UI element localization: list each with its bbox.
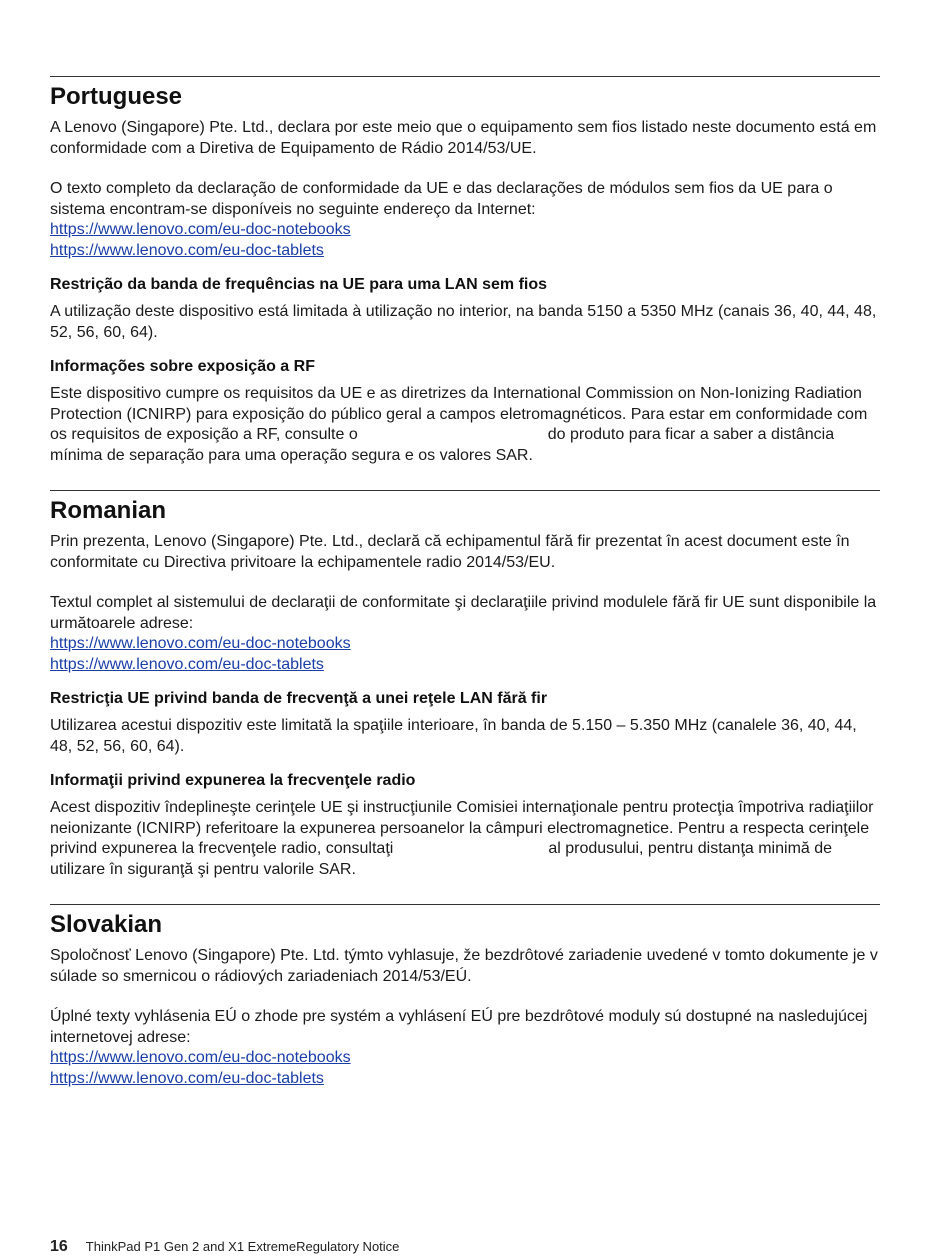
page-number: 16 bbox=[50, 1238, 68, 1255]
rf-exposure-paragraph bbox=[50, 384, 880, 466]
full-text-paragraph: Úplné texty vyhlásenia EÚ o zhode pre systém a vyhlásení EÚ pre bezdrôtové moduly sú dostupné na nasledujúcej internetovej adrese: bbox=[50, 1008, 868, 1046]
rf-text-after: do produto para ficar a saber a distância mínima de separação para uma operação segura e os valores SAR. bbox=[50, 426, 835, 464]
section-title: Romanian bbox=[50, 497, 167, 524]
section-title: Portuguese bbox=[50, 83, 183, 110]
document-body bbox=[50, 76, 880, 1095]
declaration-paragraph: A Lenovo (Singapore) Pte. Ltd., declara por este meio que o equipamento sem fios listado neste documento está em conformidade com a Diretiva de Equipamento de Rádio 2014/53/UE. bbox=[50, 119, 877, 157]
section-slovakian bbox=[50, 904, 880, 1089]
declaration-paragraph: Prin prezenta, Lenovo (Singapore) Pte. Ltd., declară că echipamentul fără fir prezentat în acest document este în conformitate cu Directiva privitoare la echipamentele radio 2014/53/EU. bbox=[50, 533, 850, 571]
band-restriction-heading: Restrição da banda de frequências na UE para uma LAN sem fios bbox=[50, 276, 548, 293]
band-restriction-paragraph: Utilizarea acestui dispozitiv este limitată la spaţiile interioare, în banda de 5.150 – 5.350 MHz (canalele 36, 40, 44, 48, 52, 56, 60, 64). bbox=[50, 717, 857, 755]
rf-text-before: Este dispositivo cumpre os requisitos da UE e as diretrizes da International Commission on Non-Ionizing Radiation Protection (ICNIRP) para exposição do público geral a campos eletromagnéticos. Para estar em conformidade com os requisitos de exposição a RF, consulte o bbox=[50, 385, 868, 443]
notebooks-doc-link[interactable]: https://www.lenovo.com/eu-doc-notebooks bbox=[50, 1049, 351, 1066]
full-text-paragraph: O texto completo da declaração de conformidade da UE e das declarações de módulos sem fios da UE para o sistema encontram-se disponíveis no seguinte endereço da Internet: bbox=[50, 180, 833, 218]
rf-exposure-heading: Informações sobre exposição a RF bbox=[50, 358, 315, 375]
rf-text-after: al produsului, pentru distanţa minimă de utilizare în siguranţă şi pentru valorile SAR. bbox=[50, 840, 833, 878]
rf-exposure-heading: Informaţii privind expunerea la frecvenţele radio bbox=[50, 772, 416, 789]
band-restriction-paragraph: A utilização deste dispositivo está limitada à utilização no interior, na banda 5150 a 5350 MHz (canais 36, 40, 44, 48, 52, 56, 60, 64). bbox=[50, 303, 877, 341]
full-text-paragraph: Textul complet al sistemului de declaraţii de conformitate şi declaraţiile privind modulele fără fir UE sunt disponibile la următoarele adrese: bbox=[50, 594, 877, 632]
rf-text-before: Acest dispozitiv îndeplineşte cerinţele UE şi instrucţiunile Comisiei internaţionale pentru protecţia împotriva radiaţiilor neionizante (ICNIRP) referitoare la expunerea persoanelor la câmpuri electromagnetice. Pentru a respecta cerinţele privind expunerea la frecvenţele radio, consultaţi bbox=[50, 799, 874, 857]
tablets-doc-link[interactable]: https://www.lenovo.com/eu-doc-tablets bbox=[50, 1069, 324, 1087]
section-portuguese bbox=[50, 76, 880, 466]
declaration-paragraph: Spoločnosť Lenovo (Singapore) Pte. Ltd. týmto vyhlasuje, že bezdrôtové zariadenie uvedené v tomto dokumente je v súlade so smernicou o rádiových zariadeniach 2014/53/EÚ. bbox=[50, 947, 878, 985]
link-list bbox=[50, 1048, 880, 1089]
tablets-doc-link[interactable]: https://www.lenovo.com/eu-doc-tablets bbox=[50, 241, 324, 259]
link-list bbox=[50, 220, 880, 261]
tablets-doc-link[interactable]: https://www.lenovo.com/eu-doc-tablets bbox=[50, 655, 324, 673]
link-list bbox=[50, 634, 880, 675]
section-title: Slovakian bbox=[50, 911, 163, 938]
footer-title: ThinkPad P1 Gen 2 and X1 ExtremeRegulatory Notice bbox=[85, 1239, 400, 1254]
rf-exposure-paragraph bbox=[50, 798, 880, 880]
page-footer bbox=[50, 1238, 399, 1256]
band-restriction-heading: Restricţia UE privind banda de frecvenţă a unei reţele LAN fără fir bbox=[50, 690, 548, 707]
notebooks-doc-link[interactable]: https://www.lenovo.com/eu-doc-notebooks bbox=[50, 221, 351, 238]
section-romanian bbox=[50, 490, 880, 880]
notebooks-doc-link[interactable]: https://www.lenovo.com/eu-doc-notebooks bbox=[50, 635, 351, 652]
